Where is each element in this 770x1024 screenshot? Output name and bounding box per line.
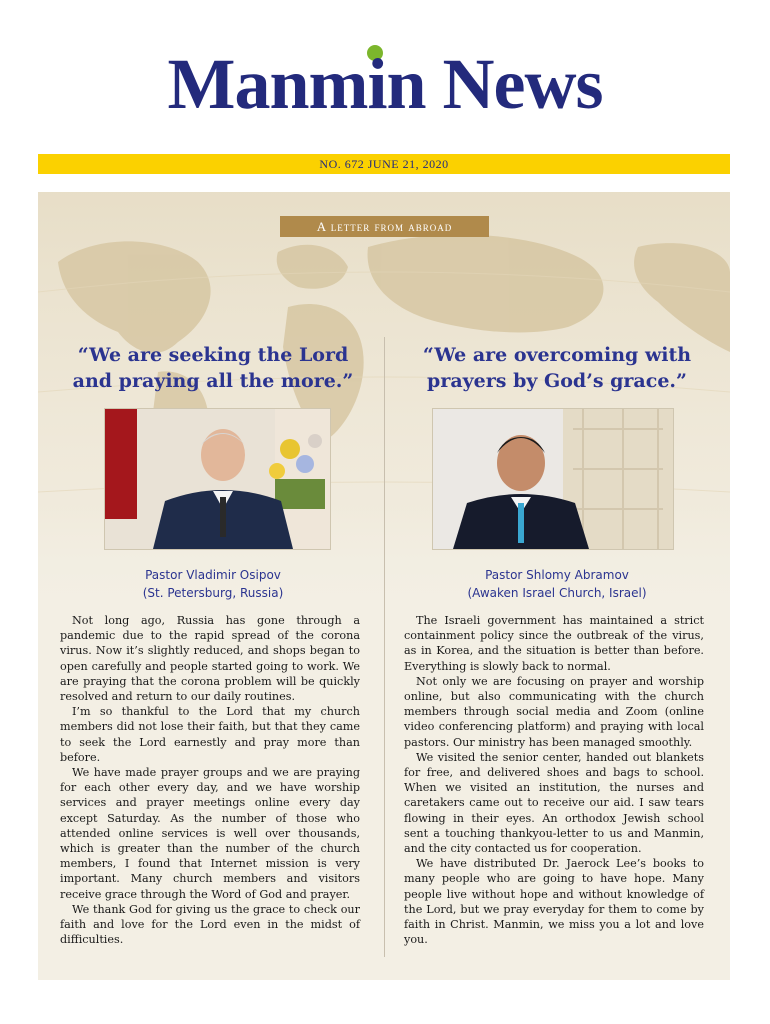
left-paragraph: Not long ago, Russia has gone through a pandemic due to the rapid spread of the corona virus. Now it’s slightly reduced, and shops began to open carefully and people started going to work. We are praying that the corona problem will be quickly resolved and return to our daily routines. <box>60 614 360 704</box>
left-pastor-location: (St. Petersburg, Russia) <box>142 586 284 600</box>
left-caption <box>58 566 368 602</box>
right-paragraph: We have distributed Dr. Jaerock Lee’s books to many people who are going to have hope. Many people live without hope and without knowledge of the Lord, but we pray everyday for them to come by faith in Christ. Manmin, we miss you a lot and love you. <box>404 857 704 947</box>
left-pastor-photo <box>104 408 331 550</box>
right-quote: “We are overcoming with prayers by God’s grace.” <box>422 344 692 392</box>
left-quote: “We are seeking the Lord and praying all the more.” <box>72 344 354 392</box>
section-banner: A letter from abroad <box>280 216 489 237</box>
right-paragraph: Not only we are focusing on prayer and worship online, but also communicating with the church members through social media and Zoom (online video conferencing platform) and praying with local pastors. Our ministry has been managed smoothly. <box>404 674 704 749</box>
right-paragraph: We visited the senior center, handed out blankets for free, and delivered shoes and bags to school. When we visited an institution, the nurses and caretakers came out to receive our aid. I saw tears flowing in their eyes. An orthodox Jewish school sent a touching thankyou-letter to us and Manmin, and the city contacted us for cooperation. <box>404 750 704 856</box>
letters-panel <box>38 192 730 980</box>
masthead-title: Manmin News <box>167 44 603 124</box>
left-letter-body <box>60 613 360 947</box>
left-paragraph: We have made prayer groups and we are praying for each other every day, and we have worship services and prayer meetings online every day except Saturday. As the number of those who attended online services is well over thousands, which is greater than the number of the church members, I found that Internet mission is very important. Many church members and visitors receive grace through the Word of God and prayer. <box>60 766 360 901</box>
left-paragraph: I’m so thankful to the Lord that my church members did not lose their faith, but that they came to seek the Lord earnestly and pray more than before. <box>60 705 360 764</box>
right-letter-body <box>404 613 704 947</box>
right-caption <box>402 566 712 602</box>
column-divider <box>384 337 385 957</box>
issue-bar: NO. 672 JUNE 21, 2020 <box>38 154 730 174</box>
left-paragraph: We thank God for giving us the grace to check our faith and love for the Lord even in the midst of difficulties. <box>60 902 360 947</box>
right-paragraph: The Israeli government has maintained a strict containment policy since the outbreak of the virus, as in Korea, and the situation is better than before. Everything is slowly back to normal. <box>404 614 704 673</box>
left-pastor-name: Pastor Vladimir Osipov <box>145 568 281 582</box>
right-pastor-location: (Awaken Israel Church, Israel) <box>467 586 647 600</box>
right-pastor-photo <box>432 408 674 550</box>
right-pastor-name: Pastor Shlomy Abramov <box>485 568 629 582</box>
